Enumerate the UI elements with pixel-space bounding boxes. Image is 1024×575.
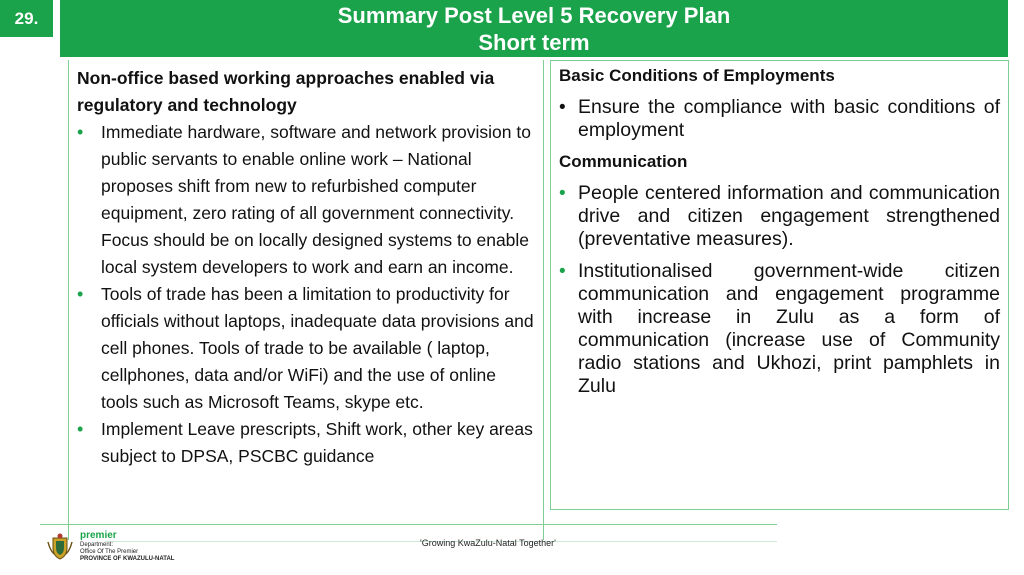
bullet-text: People centered information and communication drive and citizen engagement strengthened (preventative measures). [578,182,1000,250]
slide-subtitle: Short term [478,30,590,55]
bullet-text: Implement Leave prescripts, Shift work, other key areas subject to DPSA, PSCBC guidance [101,419,533,466]
list-item [559,96,1000,142]
list-item [77,119,535,281]
left-bullet-list [77,119,535,470]
left-content-panel [68,60,544,540]
bullet-text: Institutionalised government-wide citizen communication and engagement programme with increase in Zulu as a form of communication (increase use of Community radio stations and Ukhozi, print pamphlets in Zulu [578,260,1000,397]
bullet-icon: • [77,122,84,142]
bullet-icon: • [77,284,84,304]
department-label: Department: [80,542,114,548]
province-name: PROVINCE OF KWAZULU-NATAL [80,556,175,562]
bullet-text: Tools of trade has been a limitation to productivity for officials without laptops, inadequate data provisions and cell phones. Tools of trade to be available ( laptop, cellphones, data and/or WiFi) and the use of online tools such as Microsoft Teams, skype etc. [101,284,534,412]
list-item [77,281,535,416]
bullet-text: Ensure the compliance with basic conditions of employment [578,96,1000,141]
bullet-icon: • [559,183,566,204]
department-name: Office Of The Premier [80,549,139,555]
bullet-text: Immediate hardware, software and network provision to public servants to enable online work – National proposes shift from new to refurbished computer equipment, zero rating of all government connectivity. Focus should be on locally designed systems to enable local system developers to work and earn an income. [101,122,531,277]
bullet-icon: • [77,419,84,439]
right-content-panel [550,60,1009,510]
title-bar [60,0,1008,57]
footer-divider [40,524,777,525]
slide-number: 29. [0,0,53,37]
communication-bullet-list [559,182,1000,398]
communication-heading: Communication [559,152,688,171]
org-block [80,530,174,563]
slide-title: Summary Post Level 5 Recovery Plan [337,3,731,28]
list-item [77,416,535,470]
list-item [559,182,1000,251]
employment-heading: Basic Conditions of Employments [559,66,835,85]
brand-name: premier [80,530,117,541]
left-heading: Non-office based working approaches enabled via regulatory and technology [77,68,495,115]
list-item [559,260,1000,398]
coat-of-arms-icon [45,532,75,562]
footer-tagline: 'Growing KwaZulu-Natal Together' [420,538,556,548]
bullet-icon: • [559,97,566,118]
bullet-icon: • [559,261,566,282]
employment-bullet-list [559,96,1000,142]
